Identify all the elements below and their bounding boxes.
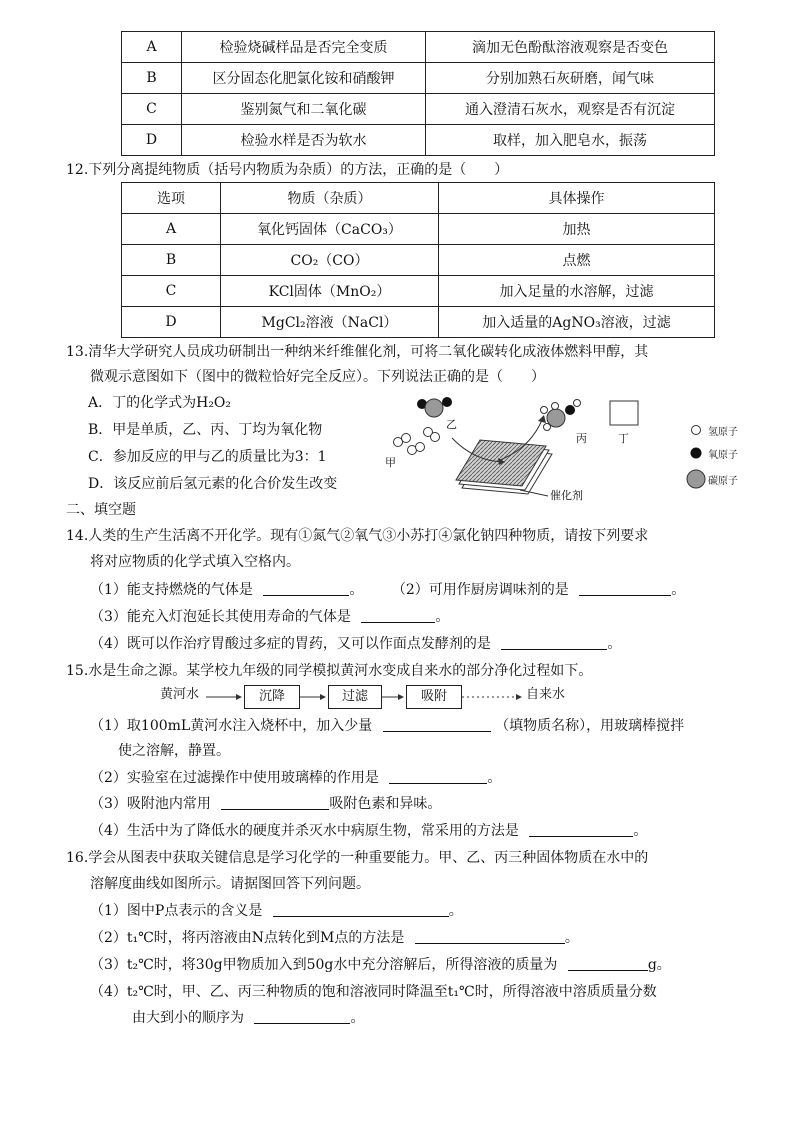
table-cell: A	[122, 214, 221, 245]
label-yi: 乙	[446, 418, 457, 431]
legend-hydrogen-icon	[692, 426, 701, 435]
table-header: 选项	[122, 183, 221, 214]
q13-stem-line2: 微观示意图如下（图中的微粒恰好完全反应）。下列说法正确的是（ ）	[90, 369, 545, 385]
legend	[687, 426, 705, 489]
table-cell: 加入足量的水溶解，过滤	[439, 276, 715, 307]
table-cell: 滴加无色酚酞溶液观察是否变色	[426, 32, 715, 63]
label-catalyst: 催化剂	[550, 489, 583, 502]
table-cell: C	[122, 94, 182, 125]
q16-part1: （1）图中P点表示的含义是 。	[90, 898, 463, 924]
catalyst-sheets	[456, 440, 552, 494]
q15-part1: （1）取100mL黄河水注入烧杯中，加入少量 （填物质名称），用玻璃棒搅拌	[90, 713, 684, 739]
q13-stem-line1: 13.清华大学研究人员成功研制出一种纳米纤维催化剂，可将二氧化碳转化成液体燃料甲醇，其	[66, 344, 649, 360]
q16-stem-line2: 溶解度曲线如图所示。请据图回答下列问题。	[90, 876, 370, 892]
q12-table	[121, 182, 715, 338]
legend-oxygen-icon	[691, 448, 702, 459]
q13-option-c: C．参加反应的甲与乙的质量比为3：1	[88, 449, 327, 465]
answer-blank[interactable]	[221, 793, 329, 810]
table-cell: 分别加熟石灰研磨，闻气味	[426, 63, 715, 94]
table-cell: D	[122, 307, 221, 338]
answer-blank[interactable]	[529, 820, 633, 837]
section-heading: 二、填空题	[66, 502, 136, 518]
q15-part2: （2）实验室在过滤操作中使用玻璃棒的作用是 。	[90, 765, 501, 791]
legend-hydrogen-label: 氢原子	[708, 427, 738, 438]
q15-stem: 15.水是生命之源。某学校九年级的同学模拟黄河水变成自来水的部分净化过程如下。	[66, 663, 593, 679]
table-cell: KCl固体（MnO₂）	[221, 276, 439, 307]
q15-part4: （4）生活中为了降低水的硬度并杀灭水中病原生物，常采用的方法是 。	[90, 818, 647, 844]
q14-part1: （1）能支持燃烧的气体是 。 （2）可用作厨房调味剂的是 。	[90, 577, 685, 603]
legend-carbon-icon	[687, 470, 705, 488]
answer-blank[interactable]	[361, 606, 435, 623]
table-row	[122, 63, 715, 94]
table-row	[122, 214, 715, 245]
q14-part1b-text: （2）可用作厨房调味剂的是	[391, 582, 569, 598]
product-ding-box	[610, 401, 638, 425]
table-cell: C	[122, 276, 221, 307]
label-bing: 丙	[576, 432, 587, 445]
flow-step-settling: 沉降	[244, 685, 300, 709]
flow-source: 黄河水	[160, 687, 200, 702]
q14-stem-line2: 将对应物质的化学式填入空格内。	[90, 554, 300, 570]
answer-blank[interactable]	[254, 1007, 350, 1024]
table-cell: MgCl₂溶液（NaCl）	[221, 307, 439, 338]
flow-output: 自来水	[526, 687, 566, 702]
q14-part4: （4）既可以作治疗胃酸过多症的胃药，又可以作面点发酵剂的是 。	[90, 631, 621, 657]
legend-carbon-label: 碳原子	[708, 476, 738, 487]
q13-option-b: B．甲是单质，乙、丙、丁均为氧化物	[88, 422, 323, 438]
purification-flow	[160, 684, 620, 710]
h2-molecules	[394, 428, 440, 455]
table-cell: 鉴别氮气和二氧化碳	[182, 94, 426, 125]
table-cell: 通入澄清石灰水，观察是否有沉淀	[426, 94, 715, 125]
q12-stem: 12.下列分离提纯物质（括号内物质为杂质）的方法，正确的是（ ）	[66, 162, 509, 178]
answer-blank[interactable]	[568, 954, 648, 971]
methanol-molecule	[541, 400, 581, 431]
table-cell: D	[122, 125, 182, 156]
q16-part3: （3）t₂℃时，将30g甲物质加入到50g水中充分溶解后，所得溶液的质量为 g。	[90, 952, 671, 978]
table-cell: 取样，加入肥皂水，振荡	[426, 125, 715, 156]
q13-option-a: A．丁的化学式为H₂O₂	[88, 395, 232, 411]
table-header-row	[122, 183, 715, 214]
q16-part2: （2）t₁℃时，将丙溶液由N点转化到M点的方法是 。	[90, 925, 579, 951]
table-row	[122, 94, 715, 125]
table-cell: 氧化钙固体（CaCO₃）	[221, 214, 439, 245]
answer-blank[interactable]	[383, 715, 491, 732]
q16-part4-cont: 由大到小的顺序为 。	[132, 1005, 364, 1031]
table-cell: 区分固态化肥氯化铵和硝酸钾	[182, 63, 426, 94]
label-ding: 丁	[618, 432, 629, 445]
q16-stem-line1: 16.学会从图表中获取关键信息是学习化学的一种重要能力。甲、乙、丙三种固体物质在水中的	[66, 850, 649, 866]
table-cell: B	[122, 245, 221, 276]
label-jia: 甲	[385, 456, 396, 469]
q14-part3: （3）能充入灯泡延长其使用寿命的气体是 。	[90, 604, 449, 630]
table-row	[122, 245, 715, 276]
table-cell: A	[122, 32, 182, 63]
table-row	[122, 125, 715, 156]
q15-part3: （3）吸附池内常用 吸附色素和异味。	[90, 791, 441, 817]
table-row	[122, 32, 715, 63]
q16-part4: （4）t₂℃时，甲、乙、丙三种物质的饱和溶液同时降温至t₁℃时，所得溶液中溶质质量分数	[90, 984, 657, 1000]
answer-blank[interactable]	[389, 767, 487, 784]
table-header: 物质（杂质）	[221, 183, 439, 214]
table-cell: B	[122, 63, 182, 94]
answer-blank[interactable]	[579, 579, 671, 596]
legend-oxygen-label: 氧原子	[708, 450, 738, 461]
q13-option-d: D．该反应前后氢元素的化合价发生改变	[88, 476, 338, 492]
table-cell: 检验水样是否为软水	[182, 125, 426, 156]
table-cell: 点燃	[439, 245, 715, 276]
table-row	[122, 276, 715, 307]
table-cell: CO₂（CO）	[221, 245, 439, 276]
q11-table	[121, 31, 715, 156]
table-cell: 检验烧碱样品是否完全变质	[182, 32, 426, 63]
table-cell: 加入适量的AgNO₃溶液，过滤	[439, 307, 715, 338]
flow-step-filtering: 过滤	[328, 685, 382, 709]
q14-part1a-text: （1）能支持燃烧的气体是	[90, 582, 253, 598]
q14-stem-line1: 14.人类的生产生活离不开化学。现有①氮气②氧气③小苏打④氯化钠四种物质，请按下列要求	[66, 528, 649, 544]
answer-blank[interactable]	[273, 900, 449, 917]
answer-blank[interactable]	[501, 633, 607, 650]
answer-blank[interactable]	[415, 927, 565, 944]
table-cell: 加热	[439, 214, 715, 245]
answer-blank[interactable]	[263, 579, 349, 596]
reaction-diagram	[380, 390, 780, 505]
table-header: 具体操作	[439, 183, 715, 214]
table-row	[122, 307, 715, 338]
flow-step-adsorption: 吸附	[406, 685, 462, 709]
q15-part1-cont: 使之溶解，静置。	[118, 743, 230, 759]
